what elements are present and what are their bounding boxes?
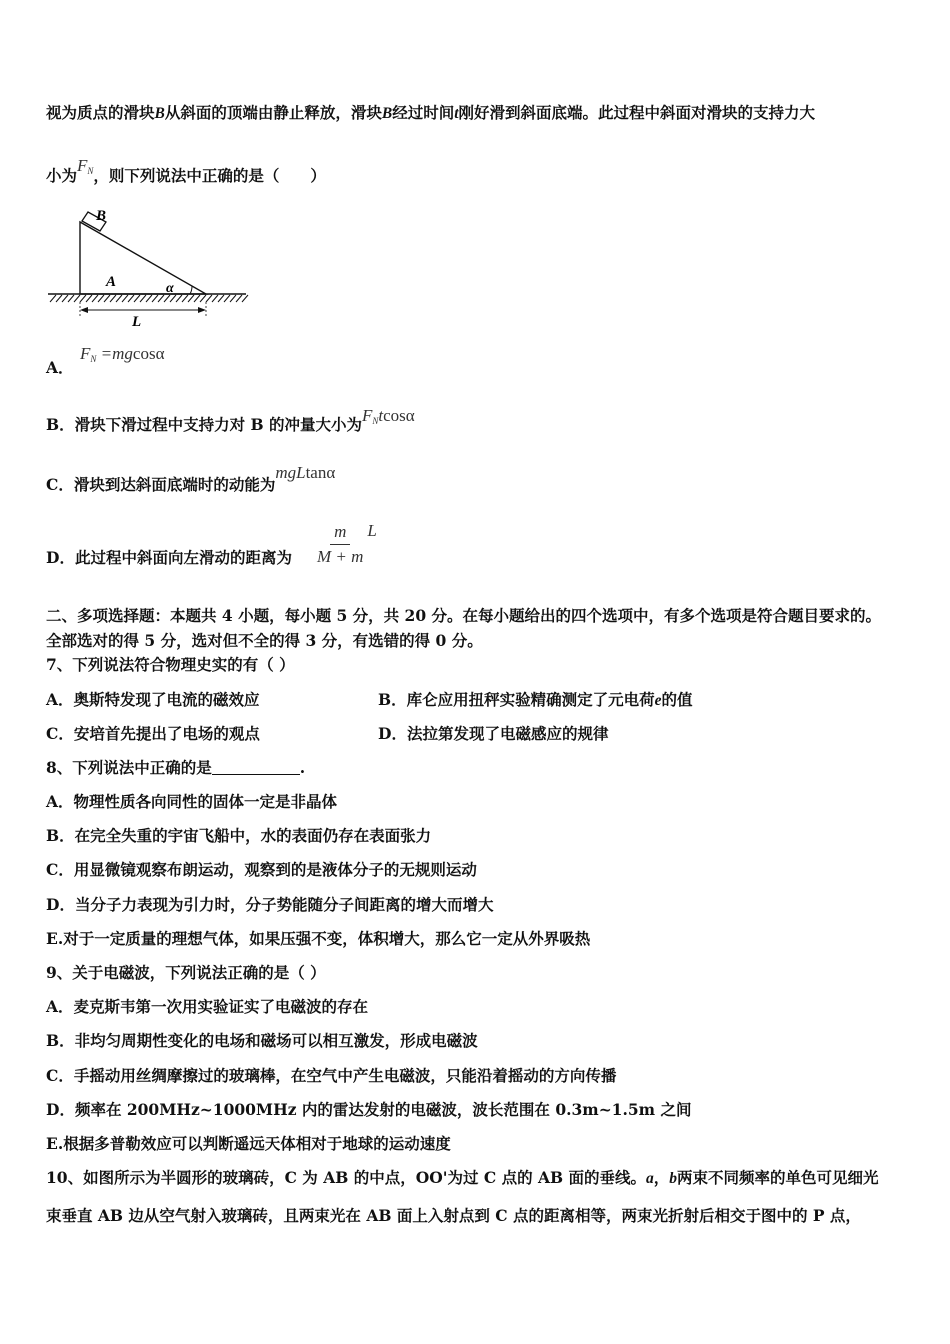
label-B: B: [96, 208, 107, 224]
q8-option-C: C．用显微镜观察布朗运动，观察到的是液体分子的无规则运动: [46, 860, 477, 879]
text: 经过时间: [392, 103, 455, 122]
q10-line-1: [46, 1168, 879, 1189]
stem-text: 8、下列说法中正确的是: [46, 758, 212, 777]
math-tan: tanα: [305, 463, 336, 482]
math-N: N: [87, 166, 94, 176]
q8-option-B: B．在完全失重的宇宙飞船中，水的表面仍存在表面张力: [46, 826, 432, 845]
math-expr: =mg: [100, 344, 133, 363]
q9-option-A: A．麦克斯韦第一次用实验证实了电磁波的存在: [46, 997, 369, 1016]
option-6B: [46, 406, 415, 440]
intro-line-1: [46, 103, 815, 124]
option-text: 的值: [661, 690, 693, 709]
math-N: N: [372, 416, 379, 426]
math-FN: [77, 156, 93, 175]
incline-triangle: [80, 222, 206, 294]
fraction-denominator: M + m: [317, 547, 364, 566]
var-e: e: [654, 692, 662, 709]
option-text: B．库仑应用扭秤实验精确测定了元电荷: [378, 690, 655, 709]
dim-arrow-left: [80, 307, 88, 313]
math-t: t: [378, 406, 384, 425]
q9-option-B: B．非均匀周期性变化的电场和磁场可以相互激发，形成电磁波: [46, 1031, 478, 1050]
math-N: N: [90, 354, 97, 364]
q10-line-2: 束垂直 AB 边从空气射入玻璃砖，且两束光在 AB 面上入射点到 C 点的距离相等，两束光折射后相交于图中的 P 点，: [46, 1206, 861, 1225]
math-cos: cosα: [132, 344, 165, 363]
dim-arrow-right: [198, 307, 206, 313]
option-6A-formula: [80, 344, 164, 364]
option-6C: [46, 463, 336, 495]
ground-hatching: [50, 295, 248, 302]
var-a: a: [646, 1170, 654, 1187]
math-mgL: mgL: [275, 463, 306, 482]
math-F: F: [77, 156, 88, 175]
section2-line-2: 全部选对的得 5 分，选对但不全的得 3 分，有选错的得 0 分。: [46, 631, 483, 650]
q9-stem: 9、关于电磁波，下列说法正确的是（ ）: [46, 963, 326, 982]
q9-option-C: C．手摇动用丝绸摩擦过的玻璃棒，在空气中产生电磁波，只能沿着摇动的方向传播: [46, 1066, 617, 1085]
label-L: L: [132, 314, 142, 330]
math-F: F: [80, 344, 91, 363]
math-cos: cosα: [383, 406, 415, 425]
option-text: D．此过程中斜面向左滑动的距离为: [46, 548, 292, 567]
label-alpha: α: [166, 281, 174, 296]
label-A: A: [106, 274, 117, 290]
option-text: B．滑块下滑过程中支持力对 B 的冲量大小为: [46, 415, 362, 434]
var-B: B: [381, 105, 393, 122]
q8-option-A: A．物理性质各向同性的固体一定是非晶体: [46, 792, 338, 811]
incline-figure: [44, 204, 254, 332]
fraction: [313, 522, 367, 567]
math-L: L: [367, 521, 377, 541]
var-B: B: [154, 105, 165, 122]
q9-option-D: D．频率在 200MHz~1000MHz 内的雷达发射的电磁波，波长范围在 0.3m~1.5m 之间: [46, 1100, 692, 1119]
q7-option-D: D．法拉第发现了电磁感应的规律: [378, 724, 609, 743]
option-text: C．滑块到达斜面底端时的动能为: [46, 475, 276, 494]
q7-option-C: C．安培首先提出了电场的观点: [46, 724, 260, 743]
option-6D: [46, 548, 292, 568]
q9-option-E: E.根据多普勒效应可以判断遥远天体相对于地球的运动速度: [46, 1134, 451, 1153]
option-label: A．: [46, 358, 74, 377]
option-6A: [46, 358, 74, 378]
fraction-numerator: m: [330, 522, 350, 545]
q8-option-D: D．当分子力表现为引力时，分子势能随分子间距离的增大而增大: [46, 895, 494, 914]
text: 视为质点的滑块: [46, 103, 155, 122]
q7-option-A: A．奥斯特发现了电流的磁效应: [46, 690, 260, 709]
separator: ，: [653, 1168, 670, 1187]
answer-blank[interactable]: [212, 758, 300, 775]
q7-option-B: [378, 690, 693, 711]
text: 刚好滑到斜面底端。此过程中斜面对滑块的支持力大: [458, 103, 816, 122]
math-F: F: [362, 406, 373, 425]
q8-option-E: E.对于一定质量的理想气体，如果压强不变，体积增大，那么它一定从外界吸热: [46, 929, 591, 948]
option-6C-formula: [275, 463, 335, 482]
option-6B-formula: [362, 406, 415, 425]
stem-text: 10、如图所示为半圆形的玻璃砖，C 为 AB 的中点，OO'为过 C 点的 AB 面的垂线。: [46, 1168, 647, 1187]
text: 从斜面的顶端由静止释放，滑块: [164, 103, 382, 122]
stem-end: .: [299, 758, 306, 777]
stem-text: 两束不同频率的单色可见细光: [677, 1168, 879, 1187]
q8-stem: [46, 758, 305, 778]
text: 小为: [46, 166, 78, 185]
var-t: t: [454, 105, 459, 122]
option-6D-formula: [311, 522, 377, 567]
q7-stem: 7、下列说法符合物理史实的有（ ）: [46, 655, 295, 674]
var-b: b: [669, 1170, 678, 1187]
angle-arc: [190, 286, 192, 294]
section2-line-1: 二、多项选择题：本题共 4 小题，每小题 5 分，共 20 分。在每小题给出的四个选项中，有多个选项是符合题目要求的。: [46, 606, 882, 625]
intro-line-2: [46, 156, 326, 191]
text: ，则下列说法中正确的是（ ）: [93, 166, 326, 185]
